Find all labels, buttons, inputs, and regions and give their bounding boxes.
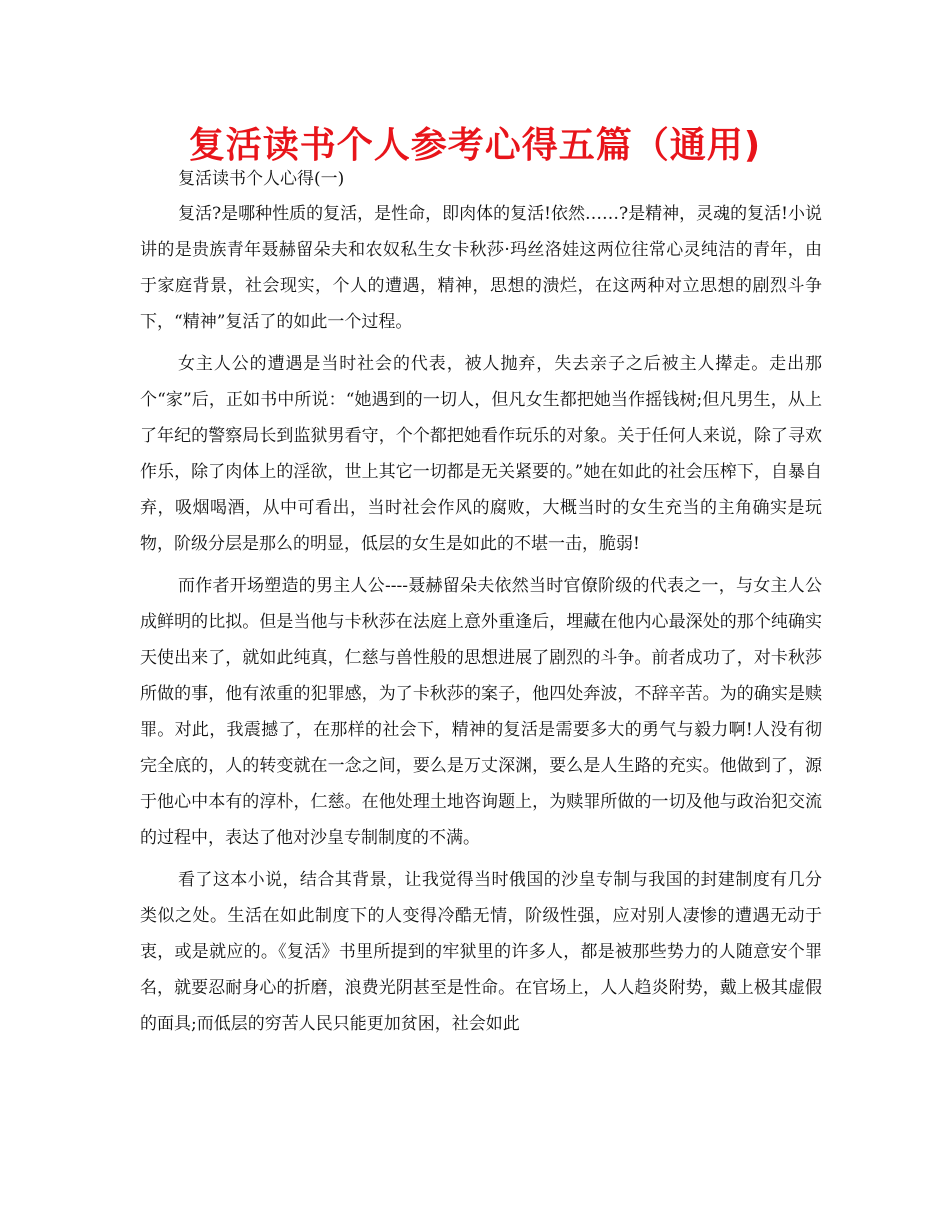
paragraph: 女主人公的遭遇是当时社会的代表，被人抛弃，失去亲子之后被主人撵走。走出那个“家”后，正如书中所说：“她遇到的一切人，但凡女生都把她当作摇钱树;但凡男生，从上了年纪的警察局长到监狱男看守，个个都把她看作玩乐的对象。关于任何人来说，除了寻欢作乐，除了肉体上的淫欲，世上其它一切都是无关紧要的。”她在如此的社会压榨下，自暴自弃，吸烟喝酒，从中可看出，当时社会作风的腐败，大概当时的女生充当的主角确实是玩物，阶级分层是那么的明显，低层的女生是如此的不堪一击，脆弱!	[140, 354, 822, 554]
paragraph: 复活?是哪种性质的复活，是性命，即肉体的复活!依然……?是精神，灵魂的复活!小说讲的是贵族青年聂赫留朵夫和农奴私生女卡秋莎·玛丝洛娃这两位往常心灵纯洁的青年，由于家庭背景，社会现实，个人的遭遇，精神，思想的溃烂，在这两种对立思想的剧烈斗争下，“精神”复活了的如此一个过程。	[140, 204, 822, 332]
section-heading: 复活读书个人心得(一)	[178, 169, 345, 189]
paragraph: 看了这本小说，结合其背景，让我觉得当时俄国的沙皇专制与我国的封建制度有几分类似之处。生活在如此制度下的人变得冷酷无情，阶级性强，应对别人凄惨的遭遇无动于衷，或是就应的。《复活》书里所提到的牢狱里的许多人，都是被那些势力的人随意安个罪名，就要忍耐身心的折磨，浪费光阴甚至是性命。在官场上，人人趋炎附势，戴上极其虚假的面具;而低层的穷苦人民只能更加贫困，社会如此	[140, 870, 822, 1034]
paragraph: 而作者开场塑造的男主人公----聂赫留朵夫依然当时官僚阶级的代表之一，与女主人公成鲜明的比拟。但是当他与卡秋莎在法庭上意外重逢后，埋藏在他内心最深处的那个纯确实天使出来了，就如此纯真，仁慈与兽性般的思想进展了剧烈的斗争。前者成功了，对卡秋莎所做的事，他有浓重的犯罪感，为了卡秋莎的案子，他四处奔波，不辞辛苦。为的确实是赎罪。对此，我震撼了，在那样的社会下，精神的复活是需要多大的勇气与毅力啊!人没有彻完全底的，人的转变就在一念之间，要么是万丈深渊，要么是人生路的充实。他做到了，源于他心中本有的淳朴，仁慈。在他处理土地咨询题上，为赎罪所做的一切及他与政治犯交流的过程中，表达了他对沙皇专制制度的不满。	[140, 576, 822, 848]
document-body	[140, 196, 822, 1048]
document-title: 复活读书个人参考心得五篇（通用)	[188, 125, 762, 166]
